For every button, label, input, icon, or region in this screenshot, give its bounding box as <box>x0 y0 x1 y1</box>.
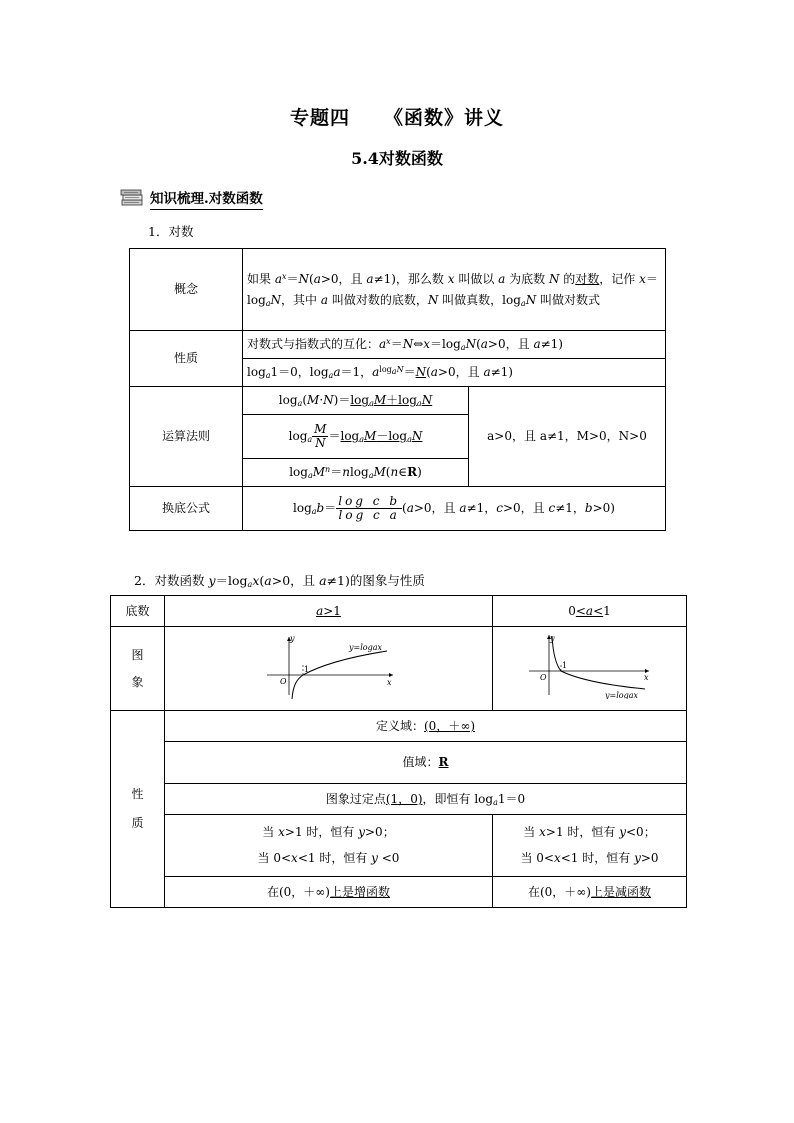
page-title <box>0 103 794 130</box>
books-icon <box>120 188 144 208</box>
page-subtitle: 5.4对数函数 <box>351 149 443 168</box>
row-graph-label: 图 象 <box>111 627 165 711</box>
property-label: 性质 <box>130 331 243 387</box>
book-label: 《函数》讲义 <box>384 107 505 129</box>
section-banner <box>120 186 263 210</box>
rules-condition: a>0，且 a≠1，M>0，N>0 <box>469 387 666 487</box>
fixed-point-text: 图象过定点(1，0)，即恒有 $\log_a1=0$ <box>165 784 687 815</box>
graph-a-gt-1 <box>165 627 493 711</box>
origin-label: O <box>539 673 547 683</box>
col-a-gt-1: a>1 <box>165 596 493 627</box>
domain-text: 定义域：(0，＋∞) <box>165 711 687 742</box>
x-axis-label: x <box>643 673 649 683</box>
rule-quotient: $\log_a$ $\frac{M}{N}$ $=\log_aM-\log_aN$ <box>243 415 469 459</box>
log-function-table <box>110 595 687 908</box>
change-base-formula: $\log_ab=$ $\frac{\text{log c b}}{\text{log c a}}$ (a>0，且 a≠1，c>0，且 c≠1，b>0) <box>243 487 666 531</box>
section-heading-logarithm: 1．对数 <box>148 224 194 239</box>
concept-definition: 如果 $a^x=N(a>0$，且 a≠1)，那么数 x 叫做以 a 为底数 N 的对数，记作 $x=\log_aN$，其中 a 叫做对数的底数，N 叫做真数，$\log_aN$ 叫做对数式 <box>243 249 666 331</box>
mono-lt-1: 在(0，＋∞)上是减函数 <box>493 877 687 908</box>
one-label: 1 <box>303 665 309 675</box>
rule-power: $\log_aM^n=nlog_aM(n\in R)$ <box>243 459 469 487</box>
curve-label: y=logax <box>604 691 638 700</box>
sign-lt-1: 当 x>1 时，恒有 y<0； 当 0<x<1 时，恒有 y>0 <box>493 815 687 877</box>
graph-a-lt-1 <box>493 627 687 711</box>
rules-label: 运算法则 <box>130 387 243 487</box>
log-basic-properties: $\log_a1=0$，$\log_aa=1$，$a^{log_aN}=N(a>0$，且 a≠1) <box>243 359 666 387</box>
logarithm-table <box>129 248 666 531</box>
log-exp-conversion: 对数式与指数式的互化：$a^x=N\Leftrightarrow x=\log_aN(a>0$，且 a≠1) <box>243 331 666 359</box>
col-base-label: 底数 <box>111 596 165 627</box>
rule-product: $\log_a(M\cdot N)=\log_aM+\log_aN$ <box>243 387 469 415</box>
one-label: 1 <box>561 661 567 671</box>
x-axis-label: x <box>386 678 392 688</box>
concept-label: 概念 <box>130 249 243 331</box>
section-heading-log-function: 2．对数函数 $y=\log_ax(a>0$，且 a≠1)的图象与性质 <box>134 573 425 589</box>
log-graph-decreasing <box>525 633 655 699</box>
change-base-label: 换底公式 <box>130 487 243 531</box>
series-label: 专题四 <box>289 107 350 129</box>
sign-gt-1: 当 x>1 时，恒有 y>0； 当 0<x<1 时，恒有 y <0 <box>165 815 493 877</box>
col-a-lt-1: 0<a<1 <box>493 596 687 627</box>
origin-label: O <box>279 677 287 687</box>
log-graph-increasing <box>259 633 399 699</box>
row-props-label: 性 质 <box>111 711 165 908</box>
y-axis-label: y <box>549 634 555 644</box>
mono-gt-1: 在(0，＋∞)上是增函数 <box>165 877 493 908</box>
y-axis-label: y <box>289 634 295 644</box>
range-text: 值域：R <box>165 742 687 784</box>
banner-label: 知识梳理.对数函数 <box>150 187 263 210</box>
curve-label: y=logax <box>348 643 382 653</box>
